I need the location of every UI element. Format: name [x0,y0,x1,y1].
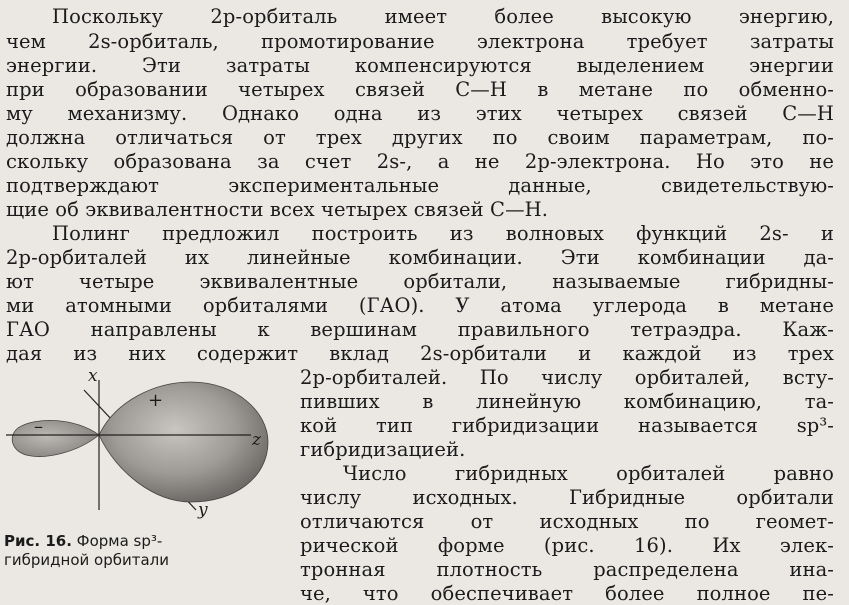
text-line-6: должна отличаться от трех других по своим параметрам, по- [6,126,834,149]
text-line-21: числу исходных. Гибридные орбитали [300,486,834,509]
caption-text-1: Форма sp³- [76,532,163,550]
text-line-22: отличаются от исходных по геомет- [300,510,834,533]
plus-sign: + [148,390,164,411]
text-line-18: кой тип гибридизации называется sp³- [300,414,834,437]
text-line-11: 2p-орбиталей их линейные комбинации. Эти комбинации да- [6,246,834,269]
text-line-7: скольку образована за счет 2s-, а не 2p-электрона. Но это не [6,150,834,173]
text-line-9: щие об эквивалентности всех четырех связей C—H. [6,198,549,221]
text-line-2: чем 2s-орбиталь, промотирование электрона требует затраты [6,30,834,53]
minus-sign: – [34,416,43,437]
z-axis-label: z [252,430,261,450]
text-line-8: подтверждают экспериментальные данные, свидетельствую- [6,174,834,197]
y-axis-label: y [198,500,208,520]
text-line-3: энергии. Эти затраты компенсируются выделением энергии [6,54,834,77]
caption-label: Рис. 16. [4,532,72,550]
text-line-25: че, что обеспечивает более полное пе- [300,582,834,605]
text-line-4: при образовании четырех связей C—H в метане по обменно- [6,78,834,101]
text-line-23: рической форме (рис. 16). Их элек- [300,534,834,557]
text-line-5: му механизму. Однако одна из этих четырех связей C—H [6,102,834,125]
positive-lobe [99,382,268,502]
text-line-24: тронная плотность распределена ина- [300,558,834,581]
text-line-19: гибридизацией. [300,438,466,461]
text-line-14: ГАО направлены к вершинам правильного тетраэдра. Каж- [6,318,834,341]
text-line-13: ми атомными орбиталями (ГАО). У атома углерода в метане [6,294,834,317]
sp3-orbital-figure [6,360,296,530]
text-line-17: пивших в линейную комбинацию, та- [300,390,834,413]
text-line-20: Число гибридных орбиталей равно [343,462,834,485]
text-line-12: ют четыре эквивалентные орбитали, называемые гибридны- [6,270,834,293]
text-line-16: 2p-орбиталей. По числу орбиталей, всту- [300,366,834,389]
text-line-10: Полинг предложил построить из волновых функций 2s- и [52,222,834,245]
figure-caption-line-2: гибридной орбитали [4,551,169,569]
negative-lobe [12,420,99,456]
text-line-1: Поскольку 2p-орбиталь имеет более высокую энергию, [52,5,834,28]
text-line-15: дая из них содержит вклад 2s-орбитали и каждой из трех [6,342,834,365]
x-axis-label: x [88,366,98,386]
figure-caption [4,532,264,551]
